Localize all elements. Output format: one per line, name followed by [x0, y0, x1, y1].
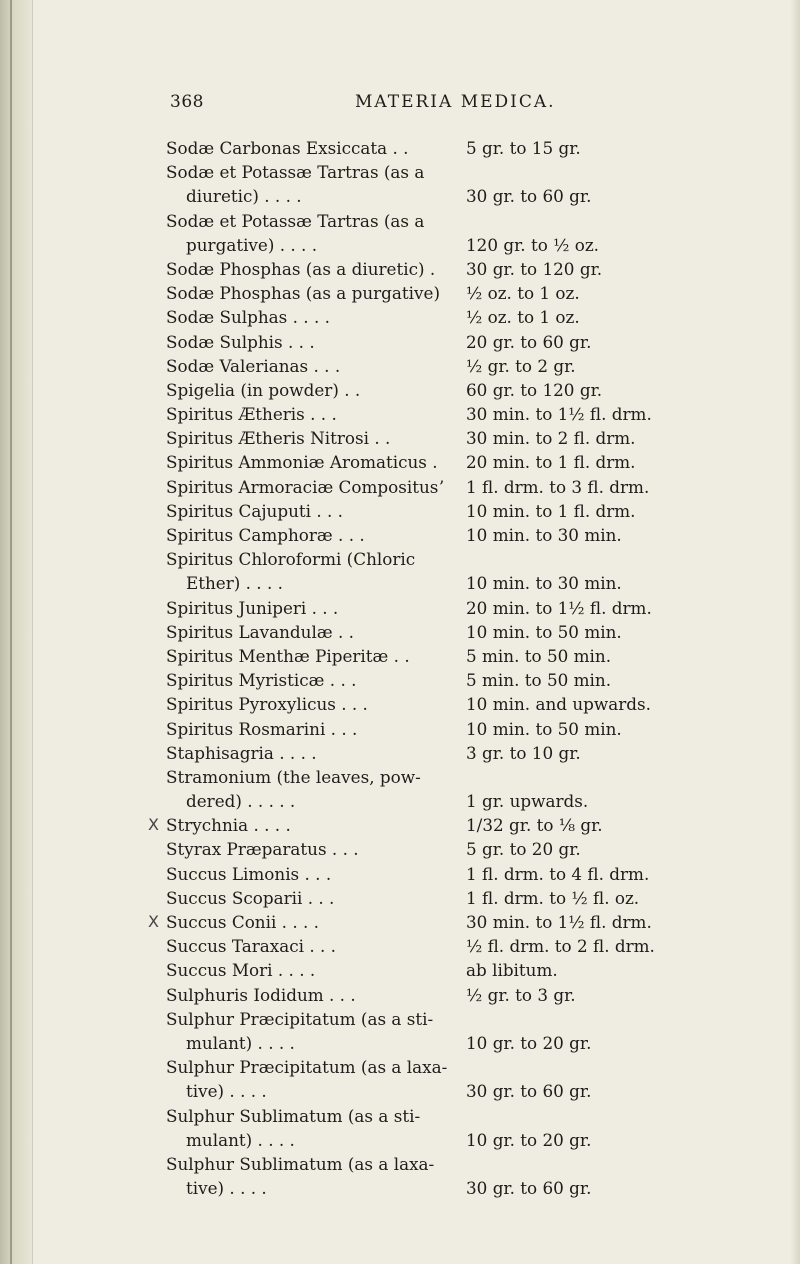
drug-name: mulant) . . . . — [186, 1129, 295, 1150]
table-row — [0, 547, 800, 571]
drug-name: Spiritus Ammoniæ Aromaticus . — [166, 452, 438, 473]
table-row — [0, 620, 800, 644]
drug-name: Succus Taraxaci . . . — [166, 936, 337, 957]
drug-name: Styrax Præparatus . . . — [166, 839, 359, 860]
dose: 10 min. to 50 min. — [466, 621, 622, 642]
drug-name: mulant) . . . . — [186, 1032, 295, 1053]
table-row — [0, 305, 800, 329]
table-row — [0, 160, 800, 184]
dose: 10 min. to 50 min. — [466, 718, 622, 739]
dose: 1 fl. drm. to 3 fl. drm. — [466, 476, 650, 497]
dose: 10 min. to 30 min. — [466, 573, 622, 594]
drug-name: Sulphur Præcipitatum (as a laxa- — [166, 1057, 448, 1078]
drug-name: diuretic) . . . . — [186, 186, 302, 207]
table-row — [0, 499, 800, 523]
drug-name: Sulphur Sublimatum (as a laxa- — [166, 1153, 435, 1174]
dose: ½ fl. drm. to 2 fl. drm. — [466, 936, 655, 957]
drug-name: dered) . . . . . — [186, 791, 296, 812]
dose: 30 min. to 2 fl. drm. — [466, 428, 636, 449]
table-row — [0, 1176, 800, 1200]
dose: 1/32 gr. to ⅛ gr. — [466, 815, 603, 836]
table-row — [0, 765, 800, 789]
table-row — [0, 983, 800, 1007]
table-row — [0, 209, 800, 233]
drug-name: Staphisagria . . . . — [166, 742, 317, 763]
dose: 30 gr. to 120 gr. — [466, 258, 603, 279]
table-row — [0, 1128, 800, 1152]
dose: 3 gr. to 10 gr. — [466, 742, 581, 763]
table-row — [0, 402, 800, 426]
dose: 120 gr. to ½ oz. — [466, 234, 600, 255]
dose: ½ oz. to 1 oz. — [466, 283, 580, 304]
table-row — [0, 281, 800, 305]
table-row — [0, 184, 800, 208]
drug-name: Sulphur Sublimatum (as a sti- — [166, 1105, 421, 1126]
dose: 5 min. to 50 min. — [466, 645, 612, 666]
dose: 30 gr. to 60 gr. — [466, 1081, 592, 1102]
table-row — [0, 523, 800, 547]
table-row — [0, 644, 800, 668]
table-row — [0, 1031, 800, 1055]
drug-name: Sodæ Carbonas Exsiccata . . — [166, 138, 409, 158]
table-row — [0, 233, 800, 257]
drug-name: Spiritus Pyroxylicus . . . — [166, 694, 368, 715]
page-number: 368 — [170, 92, 204, 112]
table-row — [0, 596, 800, 620]
page-header — [0, 92, 800, 122]
drug-name: Spiritus Armoraciæ Compositusʼ — [166, 476, 444, 497]
table-row — [0, 378, 800, 402]
table-row — [0, 717, 800, 741]
table-row — [0, 475, 800, 499]
drug-name: Sodæ Sulphas . . . . — [166, 307, 330, 328]
drug-name: Spiritus Chloroformi (Chloric — [166, 549, 416, 570]
table-row — [0, 330, 800, 354]
table-row — [0, 450, 800, 474]
table-row — [0, 1007, 800, 1031]
dose: 30 min. to 1½ fl. drm. — [466, 404, 652, 425]
dose: ½ gr. to 2 gr. — [466, 355, 576, 376]
drug-name: Spiritus Myristicæ . . . — [166, 670, 357, 691]
drug-name: Spiritus Ætheris Nitrosi . . — [166, 428, 391, 449]
dose: 20 gr. to 60 gr. — [466, 331, 592, 352]
dose: 5 gr. to 20 gr. — [466, 839, 581, 860]
table-row — [0, 910, 800, 934]
dose: ½ gr. to 3 gr. — [466, 984, 576, 1005]
drug-name: Spiritus Lavandulæ . . — [166, 621, 354, 642]
table-row — [0, 692, 800, 716]
table-row — [0, 668, 800, 692]
table-row — [0, 789, 800, 813]
dose: 30 gr. to 60 gr. — [466, 186, 592, 207]
drug-name: Spiritus Ætheris . . . — [166, 404, 337, 425]
drug-name: Sodæ et Potassæ Tartras (as a — [166, 210, 425, 231]
dose: 10 min. to 1 fl. drm. — [466, 500, 636, 521]
table-row — [0, 1079, 800, 1103]
dose: 1 fl. drm. to 4 fl. drm. — [466, 863, 650, 884]
drug-name: Sodæ Phosphas (as a purgative) — [166, 283, 440, 304]
drug-name: Sulphur Præcipitatum (as a sti- — [166, 1008, 434, 1029]
dose: 60 gr. to 120 gr. — [466, 379, 603, 400]
table-row — [0, 257, 800, 281]
table-row — [0, 1055, 800, 1079]
dose: ab libitum. — [466, 960, 558, 981]
drug-name: Spiritus Camphoræ . . . — [166, 525, 365, 545]
table-row — [0, 571, 800, 595]
table-row — [0, 136, 800, 160]
dose: 20 min. to 1½ fl. drm. — [466, 597, 652, 618]
drug-name: Spiritus Cajuputi . . . — [166, 500, 344, 521]
drug-name: Succus Conii . . . . — [166, 912, 320, 932]
table-row — [0, 886, 800, 910]
table-row — [0, 934, 800, 958]
table-row — [0, 1152, 800, 1176]
table-row — [0, 354, 800, 378]
running-head: MATERIA MEDICA. — [355, 92, 556, 112]
dose: 30 gr. to 60 gr. — [466, 1178, 592, 1199]
dose: 10 min. and upwards. — [466, 694, 651, 715]
drug-name: Sodæ Sulphis . . . — [166, 331, 315, 352]
drug-name: Succus Limonis . . . — [166, 863, 332, 884]
dose: 5 min. to 50 min. — [466, 670, 612, 691]
drug-name: Succus Mori . . . . — [166, 960, 316, 981]
table-row — [0, 958, 800, 982]
drug-name: Sodæ et Potassæ Tartras (as a — [166, 162, 425, 183]
drug-name: Succus Scoparii . . . — [166, 887, 335, 908]
table-row — [0, 1104, 800, 1128]
table-row — [0, 741, 800, 765]
drug-name: tive) . . . . — [186, 1178, 267, 1199]
drug-name: Sodæ Phosphas (as a diuretic) . — [166, 258, 436, 279]
dose: ½ oz. to 1 oz. — [466, 307, 580, 328]
drug-name: Sulphuris Iodidum . . . — [166, 984, 356, 1005]
drug-name: Spigelia (in powder) . . — [166, 379, 361, 400]
drug-name: Spiritus Menthæ Piperitæ . . — [166, 645, 410, 666]
margin-mark: X — [148, 912, 159, 931]
drug-name: purgative) . . . . — [186, 234, 318, 255]
drug-name: Strychnia . . . . — [166, 815, 291, 836]
drug-name: Spiritus Juniperi . . . — [166, 597, 339, 618]
dosage-table — [0, 136, 800, 1200]
table-row — [0, 862, 800, 886]
table-row — [0, 837, 800, 861]
dose: 10 gr. to 20 gr. — [466, 1129, 592, 1150]
table-row — [0, 426, 800, 450]
drug-name: tive) . . . . — [186, 1081, 267, 1102]
dose: 1 fl. drm. to ½ fl. oz. — [466, 887, 640, 908]
table-row — [0, 813, 800, 837]
drug-name: Spiritus Rosmarini . . . — [166, 718, 358, 739]
drug-name: Ether) . . . . — [186, 573, 283, 594]
dose: 1 gr. upwards. — [466, 791, 589, 812]
dose: 5 gr. to 15 gr. — [466, 138, 581, 158]
drug-name: Sodæ Valerianas . . . — [166, 355, 341, 376]
margin-mark: X — [148, 815, 159, 835]
drug-name: Stramonium (the leaves, pow- — [166, 766, 421, 787]
dose: 20 min. to 1 fl. drm. — [466, 452, 636, 473]
dose: 10 min. to 30 min. — [466, 525, 622, 545]
dose: 10 gr. to 20 gr. — [466, 1032, 592, 1053]
dose: 30 min. to 1½ fl. drm. — [466, 912, 652, 932]
